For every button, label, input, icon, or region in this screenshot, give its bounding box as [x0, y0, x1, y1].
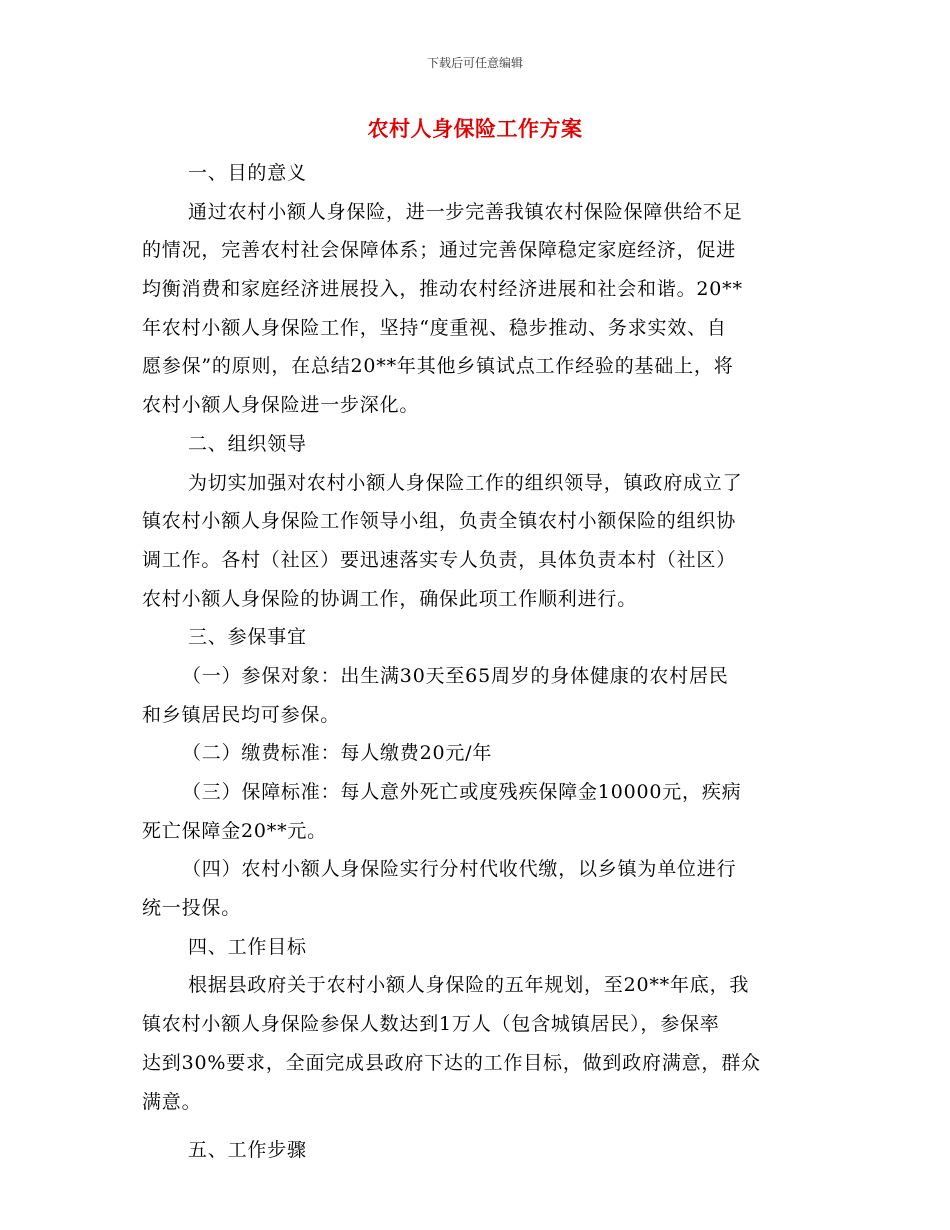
section-heading-1: 一、目的意义 — [188, 162, 307, 184]
document-body — [142, 154, 804, 1170]
paragraph-line: 死亡保障金20**元。 — [142, 819, 327, 842]
paragraph-line: 年农村小额人身保险工作，坚持“度重视、稳步推动、务求实效、自 — [142, 316, 727, 339]
paragraph-line: 农村小额人身保险的协调工作，确保此项工作顺利进行。 — [142, 587, 638, 610]
paragraph-line: 均衡消费和家庭经济进展投入，推动农村经济进展和社会和谐。20** — [142, 278, 743, 301]
list-item: （四）农村小额人身保险实行分村代收代缴，以乡镇为单位进行 — [182, 858, 737, 881]
paragraph-line: 调工作。各村（社区）要迅速落实专人负责，具体负责本村（社区） — [142, 548, 737, 571]
paragraph-line: 镇农村小额人身保险参保人数达到1万人（包含城镇居民），参保率 — [142, 1013, 720, 1036]
section-heading-2: 二、组织领导 — [188, 432, 307, 455]
paragraph-line: 愿参保”的原则，在总结20**年其他乡镇试点工作经验的基础上，将 — [142, 355, 734, 378]
section-heading-4: 四、工作目标 — [188, 935, 307, 958]
paragraph-line: 通过农村小额人身保险，进一步完善我镇农村保险保障供给不足 — [188, 200, 743, 223]
list-item: （三）保障标准：每人意外死亡或度残疾保障金10000元，疾病 — [182, 781, 742, 803]
document-title: 农村人身保险工作方案 — [367, 117, 583, 141]
paragraph-line: 满意。 — [142, 1090, 202, 1113]
paragraph-line: 农村小额人身保险进一步深化。 — [142, 394, 420, 417]
list-item: （二）缴费标准：每人缴费20元/年 — [182, 742, 493, 765]
page-header-note: 下载后可任意编辑 — [426, 56, 523, 70]
section-heading-5: 五、工作步骤 — [188, 1139, 307, 1162]
paragraph-line: 镇农村小额人身保险工作领导小组，负责全镇农村小额保险的组织协 — [142, 510, 737, 533]
paragraph-line: 为切实加强对农村小额人身保险工作的组织领导，镇政府成立了 — [188, 471, 743, 494]
list-item: （一）参保对象：出生满30天至65周岁的身体健康的农村居民 — [182, 664, 729, 687]
paragraph-line: 统一投保。 — [142, 897, 242, 920]
paragraph-line: 的情况，完善农村社会保障体系；通过完善保障稳定家庭经济，促进 — [142, 239, 737, 262]
section-heading-3: 三、参保事宜 — [188, 626, 307, 649]
paragraph-line: 根据县政府关于农村小额人身保险的五年规划，至20**年底，我 — [188, 974, 750, 997]
paragraph-line: 达到30%要求，全面完成县政府下达的工作目标，做到政府满意，群众 — [142, 1051, 761, 1074]
paragraph-line: 和乡镇居民均可参保。 — [142, 703, 341, 726]
